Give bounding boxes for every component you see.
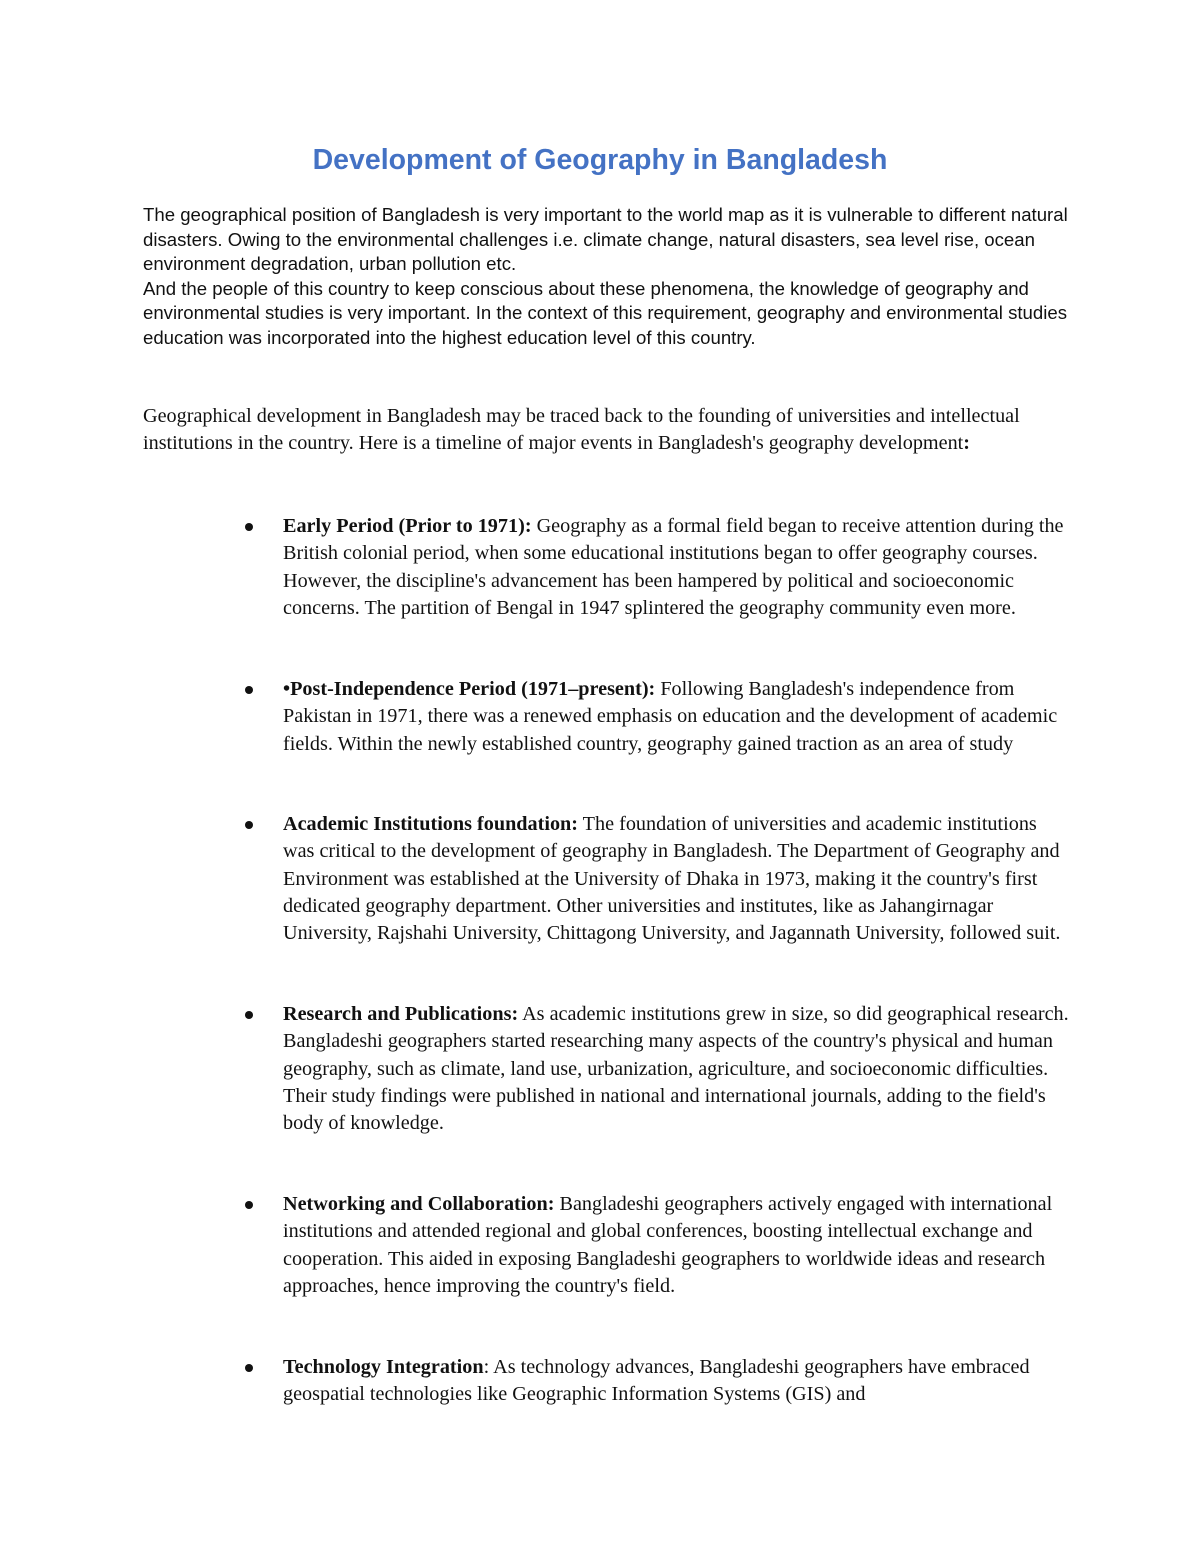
document-title: Development of Geography in Bangladesh [312,144,888,176]
bullet-item-early-period [283,513,1073,622]
bullet-heading: Networking and Collaboration: [283,1193,555,1215]
bullet-dot [245,1364,253,1372]
bullet-heading: •Post-Independence Period (1971–present): [283,678,656,700]
timeline-intro-colon: : [963,432,971,455]
bullet-item-academic-institutions [283,811,1073,947]
bullet-text: : As technology advances, Bangladeshi geographers have embraced geospatial technologies like Geographic Information Systems (GIS) and [283,1356,1030,1406]
bullet-heading: Technology Integration [283,1356,484,1378]
intro-paragraph-2: And the people of this country to keep conscious about these phenomena, the knowledge of geography and environmental studies is very important. In the context of this requirement, geography and environmental studies education was incorporated into the highest education level of this country. [143,277,1067,348]
bullet-heading: Early Period (Prior to 1971): [283,515,532,537]
intro-section [143,203,1073,350]
bullet-dot [245,1011,253,1019]
bullet-text: Geography as a formal field began to receive attention during the British colonial period, when some educational institutions began to offer geography courses. However, the discipline's advancement has been hampered by political and socioeconomic concerns. The partition of Bengal in 1947 splintered the geography community even more. [283,515,1064,619]
bullet-text: Bangladeshi geographers actively engaged with international institutions and attended regional and global conferences, boosting intellectual exchange and cooperation. This aided in exposing Bangladeshi geographers to worldwide ideas and research approaches, hence improving the country's field. [283,1193,1053,1297]
bullet-dot [245,821,253,829]
bullet-dot [245,686,253,694]
bullet-item-technology-integration [283,1354,1073,1409]
intro-paragraph-1: The geographical position of Bangladesh is very important to the world map as it is vulnerable to different natural disasters. Owing to the environmental challenges i.e. climate change, natural disasters, sea level rise, ocean environment degradation, urban pollution etc. [143,204,1068,274]
bullet-item-post-independence [283,676,1073,758]
bullet-heading: Research and Publications: [283,1003,519,1025]
bullet-text: As academic institutions grew in size, so did geographical research. Bangladeshi geographers started researching many aspects of the country's physical and human geography, such as climate, land use, urbanization, agriculture, and socioeconomic difficulties. Their study findings were published in national and international journals, adding to the field's body of knowledge. [283,1003,1069,1135]
bullet-dot [245,1201,253,1209]
bullet-heading: Academic Institutions foundation: [283,813,578,835]
bullet-item-research-publications [283,1001,1073,1137]
bullet-text: The foundation of universities and academic institutions was critical to the development of geography in Bangladesh. The Department of Geography and Environment was established at the University of Dhaka in 1973, making it the country's first dedicated geography department. Other universities and institutes, like as Jahangirnagar University, Rajshahi University, Chittagong University, and Jagannath University, followed suit. [283,813,1061,945]
bullet-item-networking-collaboration [283,1191,1073,1300]
bullet-text: Following Bangladesh's independence from Pakistan in 1971, there was a renewed emphasis on education and the development of academic fields. Within the newly established country, geography gained traction as an area of study [283,678,1058,755]
timeline-intro-paragraph [143,403,1073,458]
timeline-intro-text: Geographical development in Bangladesh may be traced back to the founding of universities and intellectual institutions in the country. Here is a timeline of major events in Bangladesh's geography development [143,405,1020,455]
bullet-dot [245,523,253,531]
